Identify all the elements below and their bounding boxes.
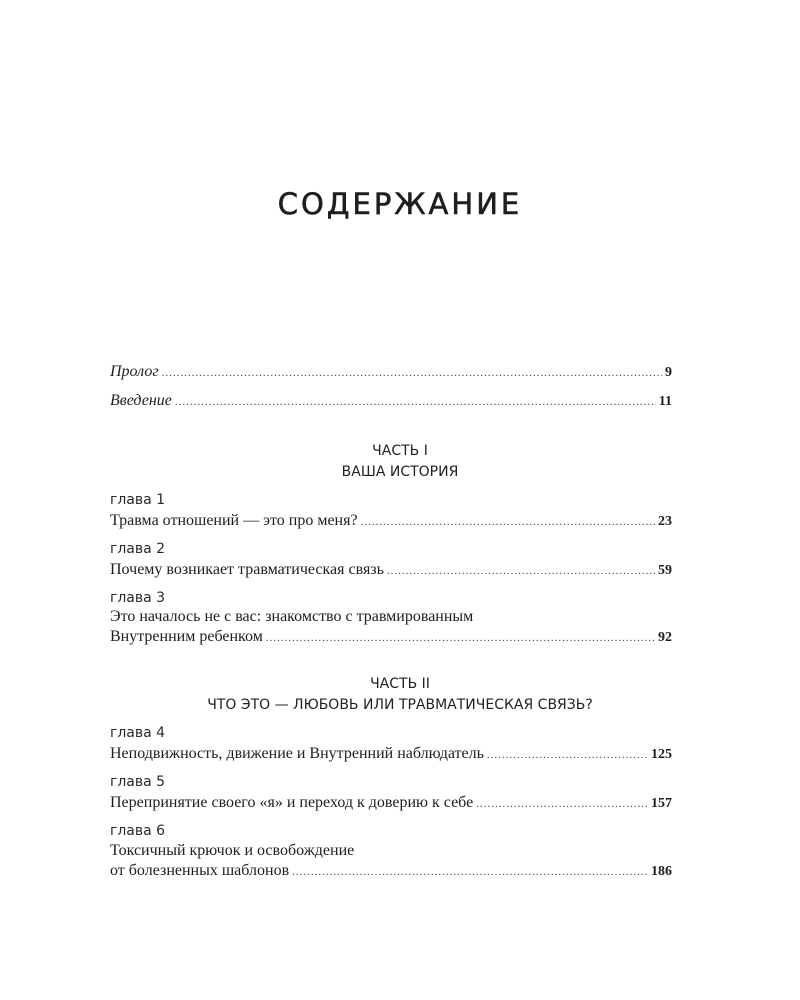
- chapter-label: глава 5: [110, 774, 166, 790]
- toc-page-number: 11: [658, 394, 672, 409]
- part-title: ЧТО ЭТО — ЛЮБОВЬ ИЛИ ТРАВМАТИЧЕСКАЯ СВЯЗЬ?: [207, 697, 593, 713]
- chapter-label: глава 4: [110, 725, 166, 741]
- toc-page-number: 23: [658, 514, 672, 529]
- toc-page-number: 9: [665, 365, 672, 380]
- toc-entry-label: Перепринятие своего «я» и переход к доверию к себе: [110, 794, 474, 811]
- dot-leader: [292, 862, 648, 882]
- toc-page-number: 92: [658, 630, 672, 645]
- toc-entry-label: от болезненных шаблонов: [110, 862, 290, 879]
- dot-leader: [175, 392, 656, 412]
- toc-entry-chapter-5[interactable]: [110, 793, 672, 814]
- part-title: ВАША ИСТОРИЯ: [341, 464, 459, 480]
- toc-entry-chapter-3[interactable]: [110, 627, 672, 648]
- toc-page-number: 59: [658, 563, 672, 578]
- toc-entry-label: Травма отношений — это про меня?: [110, 512, 358, 529]
- chapter-label: глава 1: [110, 492, 166, 508]
- dot-leader: [162, 363, 662, 383]
- toc-entry-label: Неподвижность, движение и Внутренний наблюдатель: [110, 745, 484, 762]
- part-label: ЧАСТЬ I: [372, 443, 428, 459]
- part-label: ЧАСТЬ II: [370, 676, 430, 692]
- toc-entry-line[interactable]: Это началось не с вас: знакомство с травмированным: [110, 608, 474, 625]
- chapter-label: глава 3: [110, 590, 166, 606]
- toc-entry-label: Пролог: [110, 363, 159, 380]
- toc-entry-chapter-4[interactable]: [110, 744, 672, 765]
- toc-page-number: 186: [651, 864, 672, 879]
- toc-entry-label: Почему возникает травматическая связь: [110, 561, 384, 578]
- toc-entry-label: Внутренним ребенком: [110, 628, 263, 645]
- chapter-label: глава 2: [110, 541, 166, 557]
- toc-entry-chapter-6[interactable]: [110, 861, 672, 882]
- dot-leader: [487, 745, 648, 765]
- toc-page-number: 157: [651, 796, 672, 811]
- toc-entry-chapter-2[interactable]: [110, 560, 672, 581]
- toc-entry-introduction[interactable]: [110, 391, 672, 412]
- toc-entry-label: Введение: [110, 392, 172, 409]
- toc-entry-prologue[interactable]: [110, 362, 672, 383]
- toc-page-number: 125: [651, 747, 672, 762]
- chapter-label: глава 6: [110, 823, 166, 839]
- dot-leader: [476, 794, 648, 814]
- toc-entry-line[interactable]: Токсичный крючок и освобождение: [110, 842, 355, 859]
- toc-entry-chapter-1[interactable]: [110, 511, 672, 532]
- dot-leader: [361, 512, 655, 532]
- page-title: СОДЕРЖАНИЕ: [277, 187, 523, 221]
- dot-leader: [266, 628, 655, 648]
- dot-leader: [387, 561, 655, 581]
